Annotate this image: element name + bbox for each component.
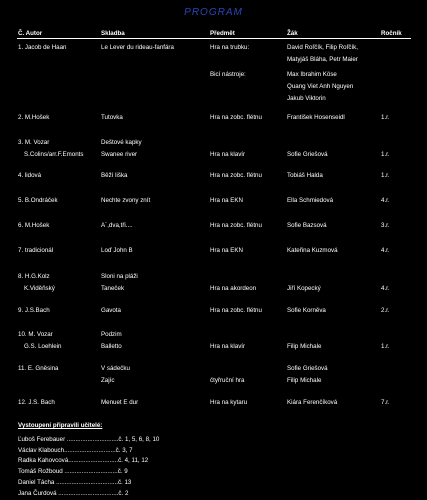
- cell-zak: Sofie Bazsová: [287, 222, 327, 229]
- cell-skladba: Běží liška: [101, 172, 128, 179]
- cell-rocnik: 4.r.: [381, 197, 390, 204]
- cell-rocnik: 7.r.: [381, 399, 390, 406]
- cell-predmet: Hra na zobc. flétnu: [210, 114, 262, 121]
- cell-skladba: Swanee river: [101, 151, 138, 159]
- cell-skladba: Nechte zvony znít: [101, 197, 151, 204]
- cell-zak: Ella Schmiedová: [287, 197, 334, 204]
- cell-skladba: Podzim: [101, 331, 122, 338]
- cell-zak: Filip Michale: [287, 377, 322, 385]
- cell-zak: Jakub Viktorin: [287, 95, 326, 103]
- cell-skladba: Le Lever du rideau-fanfára: [101, 44, 174, 51]
- cell-skladba: Gavota: [101, 307, 121, 314]
- cell-skladba: Zajíc: [101, 377, 115, 385]
- cell-zak: Matyjáš Bláha, Petr Maier: [287, 56, 358, 64]
- cell-autor: 7. tradicionál: [18, 247, 54, 254]
- cell-predmet: čtyřruční hra: [210, 377, 245, 385]
- cell-skladba: Taneček: [101, 285, 125, 293]
- header-divider: [17, 38, 411, 39]
- page-title: PROGRAM: [184, 7, 243, 18]
- cell-predmet: Hra na trubku:: [210, 44, 250, 51]
- cell-autor: 9. J.S.Bach: [18, 307, 50, 314]
- cell-zak: Filip Michale: [287, 343, 322, 351]
- cell-rocnik: 1.r.: [381, 172, 390, 179]
- cell-autor: 12. J.S. Bach: [18, 399, 55, 406]
- cell-autor: 1. Jacob de Haan: [18, 44, 67, 51]
- header-autor: Č. Autor: [18, 30, 43, 37]
- cell-skladba: Sloni na pláži: [101, 273, 138, 280]
- cell-zak: Quang Viet Anh Nguyen: [287, 83, 354, 91]
- cell-predmet: Hra na EKN: [210, 197, 244, 204]
- cell-predmet: Hra na zobc. flétnu: [210, 222, 262, 229]
- cell-skladba: Deštové kapky: [101, 139, 142, 146]
- cell-autor: G.S. Loehlein: [24, 343, 62, 351]
- teachers-title: Vystoupení připravili učitelé:: [18, 422, 103, 429]
- teacher-line: Ľuboš Ferebauer ..............................č. 1, 5, 6, 8, 10: [18, 436, 160, 443]
- cell-predmet: Hra na EKN: [210, 247, 244, 254]
- cell-rocnik: 2.r.: [381, 307, 390, 314]
- cell-rocnik: 1.r.: [381, 151, 390, 159]
- cell-skladba: Tutovka: [101, 114, 123, 121]
- cell-predmet: Hra na klavír: [210, 151, 246, 159]
- cell-skladba: V sádečku: [101, 365, 130, 372]
- cell-skladba: A´,dva,tři....: [101, 222, 133, 229]
- cell-rocnik: 4.r.: [381, 285, 390, 293]
- cell-autor: 11. E. Gněsina: [18, 365, 59, 372]
- cell-predmet: Hra na kytaru: [210, 399, 248, 406]
- cell-zak: Kateřina Kuzmová: [287, 247, 338, 254]
- header-predmet: Předmět: [210, 30, 235, 37]
- cell-predmet: Hra na klavír: [210, 343, 246, 351]
- teacher-line: Daniel Tácha ....................................č. 13: [18, 478, 132, 486]
- header-rocnik: Ročník: [381, 30, 402, 37]
- cell-autor: S.Colins/arr.F.Emonts: [24, 151, 84, 159]
- cell-skladba: Menuet E dur: [101, 399, 139, 406]
- cell-autor: 2. M.Hošek: [18, 114, 50, 121]
- cell-zak: Tobiáš Halda: [287, 172, 323, 179]
- teacher-line: Václav Klabouch..............................č. 3, 7: [18, 446, 133, 454]
- cell-rocnik: 4.r.: [381, 247, 390, 254]
- cell-autor: 6. M.Hošek: [18, 222, 50, 229]
- teacher-line: Radka Kahovcová.............................č. 4, 11, 12: [18, 457, 149, 465]
- cell-zak: Max Ibrahim Köse: [287, 71, 337, 78]
- cell-autor: 3. M. Vozar: [18, 139, 50, 146]
- cell-zak: Kiára Ferenčíková: [287, 399, 338, 406]
- cell-zak: František Hosenseidl: [287, 114, 345, 121]
- cell-zak: Sofie Griešová: [287, 365, 328, 372]
- cell-zak: Sofie Korněva: [287, 307, 326, 314]
- cell-predmet: Hra na zobc. flétnu: [210, 307, 262, 314]
- cell-autor: K.Viděňský: [24, 285, 55, 293]
- cell-predmet: Bicí nástroje:: [210, 71, 246, 78]
- cell-autor: 10. M. Vozar: [18, 331, 53, 338]
- cell-rocnik: 1.r.: [381, 114, 390, 121]
- cell-autor: 8. H.G.Kolz: [18, 273, 50, 280]
- cell-zak: Sofie Griešová: [287, 151, 328, 159]
- cell-skladba: Loď John B: [101, 247, 133, 254]
- cell-predmet: Hra na zobc. flétnu: [210, 172, 262, 179]
- header-skladba: Skladba: [101, 30, 125, 37]
- header-zak: Žák: [287, 30, 298, 37]
- cell-rocnik: 1.r.: [381, 343, 390, 351]
- cell-zak: Jiří Kopecký: [287, 285, 321, 293]
- teacher-line: Jana Čurdová ...................................č. 2: [18, 489, 129, 497]
- cell-predmet: Hra na akordeon: [210, 285, 257, 293]
- cell-rocnik: 3.r.: [381, 222, 390, 229]
- cell-autor: 4. lidová: [18, 172, 42, 179]
- cell-zak: David Roľčík, Filip Roľčík,: [287, 44, 358, 51]
- cell-skladba: Balletto: [101, 343, 122, 351]
- teacher-line: Tomáš Rožboud ...............................č. 9: [18, 468, 128, 476]
- cell-autor: 5. B.Ondráček: [18, 197, 58, 204]
